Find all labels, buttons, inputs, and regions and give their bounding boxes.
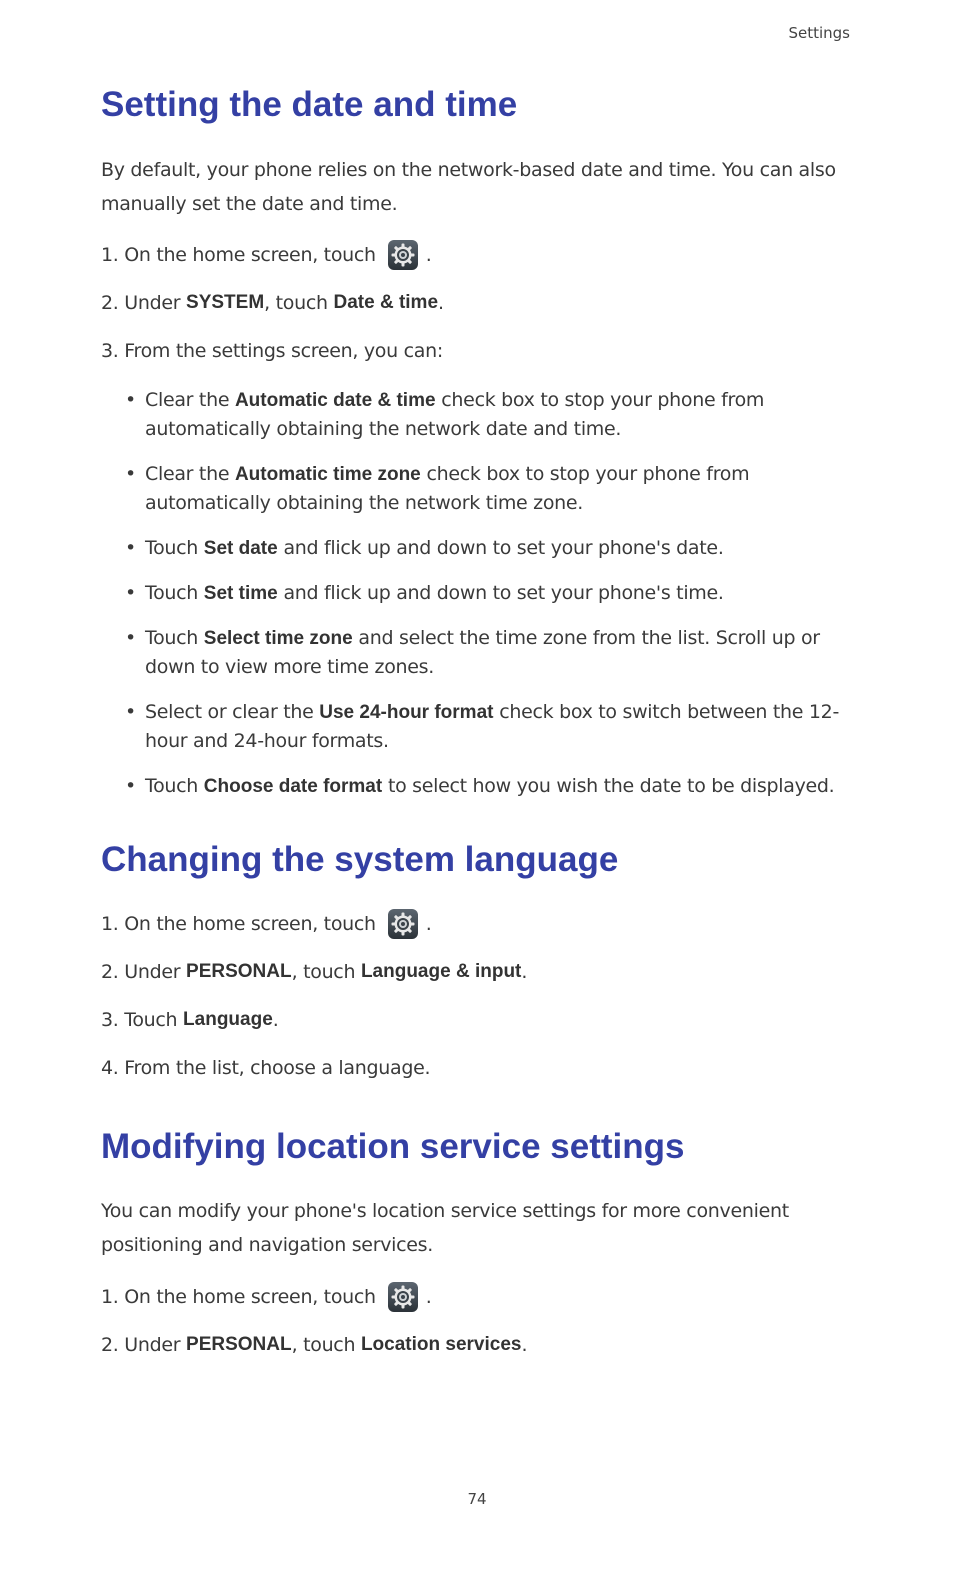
bullet-list xyxy=(101,386,861,801)
step-3: 3. From the settings screen, you can: xyxy=(101,340,443,362)
bullet-item: • Clear the Automatic time zone check box to stop your phone from automatically obtaining the network time zone. xyxy=(101,460,861,518)
bullet-item: • Touch Set time and flick up and down to set your phone's time. xyxy=(101,579,861,608)
step-1: 1. On the home screen, touch . xyxy=(101,1282,861,1312)
settings-gear-icon xyxy=(388,240,418,270)
settings-gear-icon xyxy=(388,1282,418,1312)
step-1: 1. On the home screen, touch . xyxy=(101,240,861,270)
bullet-item: • Select or clear the Use 24-hour format check box to switch between the 12-hour and 24-hour formats. xyxy=(101,698,861,756)
page-number: 74 xyxy=(467,1490,487,1508)
bullet-item: • Touch Choose date format to select how you wish the date to be displayed. xyxy=(101,772,861,801)
section-title-location: Modifying location service settings xyxy=(101,1127,685,1166)
bullet-dot: • xyxy=(125,582,136,604)
step-2: 2. Under SYSTEM , touch Date & time . xyxy=(101,292,444,314)
bullet-dot: • xyxy=(125,627,136,649)
bullet-item: • Clear the Automatic date & time check box to stop your phone from automatically obtaining the network date and time. xyxy=(101,386,861,444)
bullet-dot: • xyxy=(125,389,136,411)
running-header: Settings xyxy=(788,24,850,42)
step-4: 4. From the list, choose a language. xyxy=(101,1057,431,1079)
step-2: 2. Under PERSONAL , touch Language & input . xyxy=(101,961,528,983)
bullet-dot: • xyxy=(125,537,136,559)
bullet-dot: • xyxy=(125,775,136,797)
step-3: 3. Touch Language . xyxy=(101,1009,279,1031)
bullet-dot: • xyxy=(125,463,136,485)
settings-gear-icon xyxy=(388,909,418,939)
section-intro: You can modify your phone's location service settings for more convenient positioning and navigation services. xyxy=(101,1200,789,1256)
page-content xyxy=(101,84,861,1360)
step-2: 2. Under PERSONAL , touch Location services . xyxy=(101,1334,528,1356)
bullet-dot: • xyxy=(125,701,136,723)
step-1: 1. On the home screen, touch . xyxy=(101,909,861,939)
bullet-item: • Touch Set date and flick up and down to set your phone's date. xyxy=(101,534,861,563)
section-intro: By default, your phone relies on the network-based date and time. You can also manually set the date and time. xyxy=(101,159,836,215)
section-title-date-time: Setting the date and time xyxy=(101,85,518,124)
bullet-item: • Touch Select time zone and select the time zone from the list. Scroll up or down to view more time zones. xyxy=(101,624,861,682)
section-title-language: Changing the system language xyxy=(101,840,619,879)
